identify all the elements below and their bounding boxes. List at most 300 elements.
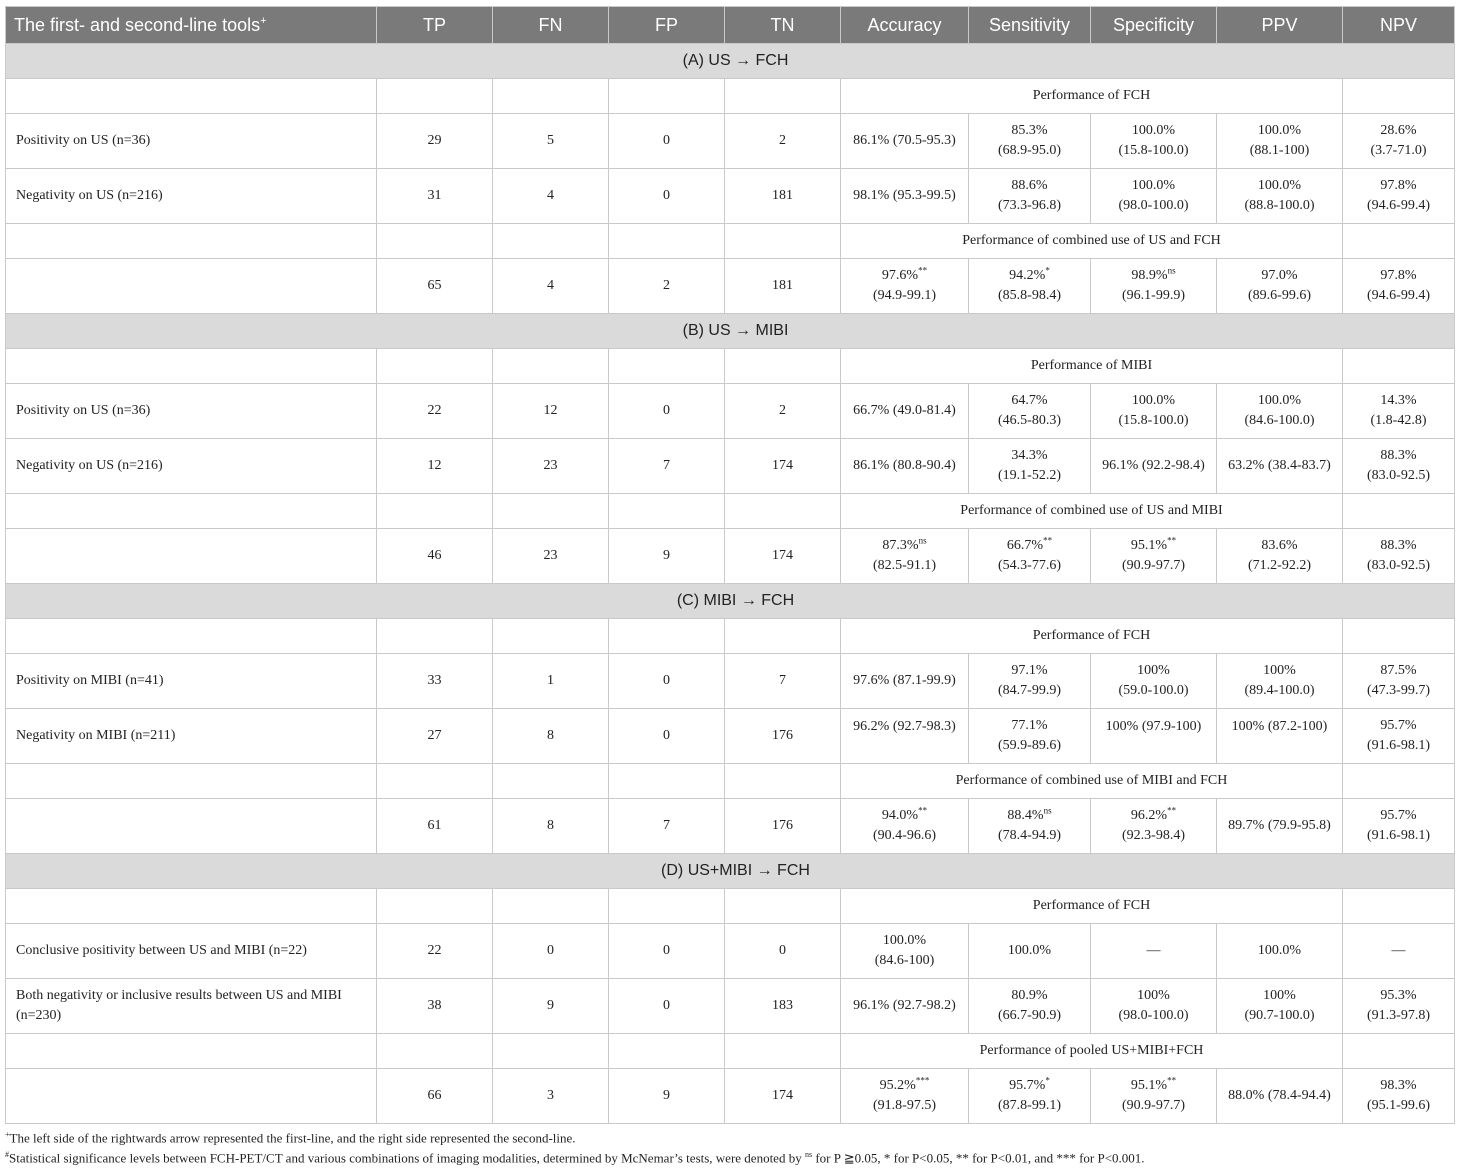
cell-text: (94.6-99.4) — [1367, 198, 1430, 213]
cell-text: (84.6-100.0) — [1244, 413, 1315, 428]
cell-text: (89.6-99.6) — [1248, 288, 1311, 303]
cell-sens — [969, 654, 1091, 709]
cell-text: 86.1% (80.8-90.4) — [853, 458, 956, 473]
cell-text: (91.3-97.8) — [1367, 1008, 1430, 1023]
cell-text: 96.1% (92.7-98.2) — [853, 998, 956, 1013]
cell-text: 100.0% — [1007, 943, 1052, 958]
cell-tp: 22 — [377, 924, 493, 979]
cell-value — [1219, 456, 1340, 476]
cell-npv — [1343, 259, 1455, 314]
empty-cell — [1343, 349, 1455, 384]
empty-cell — [1343, 889, 1455, 924]
empty-cell — [377, 494, 493, 529]
cell-acc — [841, 709, 969, 764]
row-label: Positivity on US (n=36) — [6, 114, 377, 169]
cell-text: (85.8-98.4) — [998, 288, 1061, 303]
cell-ci — [971, 1096, 1088, 1116]
cell-value — [1345, 716, 1452, 736]
cell-ci — [1219, 196, 1340, 216]
cell-value — [843, 1076, 966, 1096]
row-label: Positivity on US (n=36) — [6, 384, 377, 439]
cell-fn: 23 — [493, 439, 609, 494]
performance-label: Performance of combined use of US and FCH — [841, 224, 1343, 259]
significance-mark: *** — [915, 1075, 930, 1086]
cell-sens — [969, 169, 1091, 224]
performance-label: Performance of FCH — [841, 889, 1343, 924]
empty-cell — [725, 349, 841, 384]
empty-cell — [493, 764, 609, 799]
cell-text: (71.2-92.2) — [1248, 558, 1311, 573]
table-row — [6, 709, 1455, 764]
cell-npv — [1343, 169, 1455, 224]
cell-text: 100% — [1263, 663, 1296, 678]
cell-text: (90.9-97.7) — [1122, 558, 1185, 573]
cell-fp: 0 — [609, 979, 725, 1034]
cell-value — [1093, 717, 1214, 737]
significance-mark: ** — [1167, 535, 1177, 546]
cell-text: 88.4% — [1007, 808, 1044, 823]
section-row — [6, 854, 1455, 889]
cell-text: (73.3-96.8) — [998, 198, 1061, 213]
significance-mark: ** — [1167, 805, 1177, 816]
cell-text: (68.9-95.0) — [998, 143, 1061, 158]
cell-fn: 1 — [493, 654, 609, 709]
cell-value — [971, 1076, 1088, 1096]
cell-tp: 61 — [377, 799, 493, 854]
cell-ci — [843, 826, 966, 846]
empty-cell — [609, 494, 725, 529]
empty-cell — [377, 619, 493, 654]
cell-value — [1093, 986, 1214, 1006]
cell-acc — [841, 169, 969, 224]
subheader-row — [6, 494, 1455, 529]
empty-cell — [725, 889, 841, 924]
header-tp: TP — [377, 7, 493, 44]
cell-text: (87.8-99.1) — [998, 1098, 1061, 1113]
cell-ci — [1219, 286, 1340, 306]
empty-cell — [609, 79, 725, 114]
cell-acc — [841, 259, 969, 314]
empty-cell — [377, 1034, 493, 1069]
empty-cell — [6, 224, 377, 259]
cell-value — [843, 401, 966, 421]
empty-cell — [493, 889, 609, 924]
cell-fp: 9 — [609, 1069, 725, 1124]
cell-value — [843, 536, 966, 556]
significance-mark: ** — [1043, 535, 1053, 546]
cell-text: 100.0% — [1257, 393, 1302, 408]
cell-text: (96.1-99.9) — [1122, 288, 1185, 303]
cell-value — [1093, 536, 1214, 556]
cell-value — [971, 391, 1088, 411]
cell-npv — [1343, 529, 1455, 584]
cell-value — [1345, 266, 1452, 286]
cell-value — [1219, 661, 1340, 681]
cell-ci — [971, 1006, 1088, 1026]
cell-value — [971, 986, 1088, 1006]
cell-acc — [841, 799, 969, 854]
cell-value — [1093, 806, 1214, 826]
cell-value — [843, 717, 966, 737]
cell-value — [1345, 986, 1452, 1006]
cell-text: 100.0% — [1257, 178, 1302, 193]
table-row — [6, 114, 1455, 169]
significance-mark: ** — [918, 265, 928, 276]
cell-ci — [1093, 556, 1214, 576]
table-row — [6, 529, 1455, 584]
empty-cell — [1343, 79, 1455, 114]
cell-ci — [1345, 556, 1452, 576]
cell-npv — [1343, 799, 1455, 854]
cell-text: (1.8-42.8) — [1370, 413, 1427, 428]
empty-cell — [609, 764, 725, 799]
table-row — [6, 654, 1455, 709]
cell-text: — — [1391, 943, 1406, 958]
cell-ci — [971, 411, 1088, 431]
cell-fn: 5 — [493, 114, 609, 169]
cell-text: (91.6-98.1) — [1367, 828, 1430, 843]
cell-npv — [1343, 709, 1455, 764]
cell-fn: 8 — [493, 799, 609, 854]
cell-tp: 27 — [377, 709, 493, 764]
cell-ci — [971, 556, 1088, 576]
cell-text: (90.7-100.0) — [1244, 1008, 1315, 1023]
cell-text: 100% — [1137, 663, 1170, 678]
cell-acc — [841, 384, 969, 439]
empty-cell — [6, 79, 377, 114]
cell-value — [971, 941, 1088, 961]
empty-cell — [377, 224, 493, 259]
empty-cell — [6, 889, 377, 924]
cell-ci — [971, 286, 1088, 306]
header-npv: NPV — [1343, 7, 1455, 44]
cell-value — [843, 931, 966, 951]
cell-text: 97.6% — [881, 268, 919, 283]
cell-tn: 174 — [725, 1069, 841, 1124]
significance-mark: * — [1045, 265, 1050, 276]
cell-ppv — [1217, 169, 1343, 224]
cell-ci — [971, 141, 1088, 161]
row-label: Negativity on US (n=216) — [6, 169, 377, 224]
cell-value — [1345, 176, 1452, 196]
cell-text: 98.1% (95.3-99.5) — [853, 188, 956, 203]
header-ppv: PPV — [1217, 7, 1343, 44]
cell-text: (91.8-97.5) — [873, 1098, 936, 1113]
subheader-row — [6, 619, 1455, 654]
cell-value — [1345, 446, 1452, 466]
cell-text: 97.8% — [1380, 178, 1417, 193]
cell-value — [971, 121, 1088, 141]
cell-text: (90.9-97.7) — [1122, 1098, 1185, 1113]
cell-sens — [969, 529, 1091, 584]
cell-fn: 0 — [493, 924, 609, 979]
cell-spec — [1091, 709, 1217, 764]
cell-ppv — [1217, 1069, 1343, 1124]
row-label: Both negativity or inclusive results between US and MIBI (n=230) — [6, 979, 377, 1034]
cell-text: (90.4-96.6) — [873, 828, 936, 843]
section-row — [6, 314, 1455, 349]
cell-ci — [1345, 681, 1452, 701]
table-row — [6, 1069, 1455, 1124]
table-row — [6, 924, 1455, 979]
cell-spec — [1091, 924, 1217, 979]
cell-ci — [1345, 466, 1452, 486]
empty-cell — [493, 1034, 609, 1069]
cell-ci — [1093, 1096, 1214, 1116]
cell-text: — — [1146, 943, 1161, 958]
cell-text: (59.0-100.0) — [1118, 683, 1189, 698]
cell-text: (83.0-92.5) — [1367, 558, 1430, 573]
cell-text: (94.9-99.1) — [873, 288, 936, 303]
subheader-row — [6, 764, 1455, 799]
cell-ppv — [1217, 529, 1343, 584]
subheader-row — [6, 1034, 1455, 1069]
row-label — [6, 529, 377, 584]
cell-text: (15.8-100.0) — [1118, 143, 1189, 158]
cell-text: (84.6-100) — [874, 953, 935, 968]
cell-text: 95.1% — [1130, 1078, 1168, 1093]
cell-value — [1219, 717, 1340, 737]
cell-text: 88.0% (78.4-94.4) — [1228, 1088, 1331, 1103]
significance-mark: ns — [918, 535, 927, 546]
cell-spec — [1091, 979, 1217, 1034]
cell-value — [1093, 456, 1214, 476]
cell-fp: 2 — [609, 259, 725, 314]
cell-fn: 4 — [493, 259, 609, 314]
cell-text: 14.3% — [1380, 393, 1417, 408]
cell-ppv — [1217, 654, 1343, 709]
cell-value — [1345, 536, 1452, 556]
cell-fn: 9 — [493, 979, 609, 1034]
cell-ci — [971, 466, 1088, 486]
cell-text: 98.3% — [1380, 1078, 1417, 1093]
cell-fn: 3 — [493, 1069, 609, 1124]
cell-text: 100.0% — [1131, 123, 1176, 138]
cell-fp: 7 — [609, 439, 725, 494]
cell-ppv — [1217, 709, 1343, 764]
table-row — [6, 439, 1455, 494]
cell-text: (91.6-98.1) — [1367, 738, 1430, 753]
cell-tn: 174 — [725, 529, 841, 584]
subheader-row — [6, 79, 1455, 114]
cell-fp: 7 — [609, 799, 725, 854]
empty-cell — [377, 79, 493, 114]
cell-ppv — [1217, 924, 1343, 979]
cell-spec — [1091, 439, 1217, 494]
cell-ci — [971, 681, 1088, 701]
cell-text: 97.8% — [1380, 268, 1417, 283]
cell-tp: 46 — [377, 529, 493, 584]
empty-cell — [1343, 494, 1455, 529]
cell-text: 64.7% — [1011, 393, 1048, 408]
cell-value — [1219, 121, 1340, 141]
cell-ppv — [1217, 384, 1343, 439]
empty-cell — [377, 349, 493, 384]
header-sensitivity: Sensitivity — [969, 7, 1091, 44]
cell-text: 100.0% — [1131, 178, 1176, 193]
cell-sens — [969, 709, 1091, 764]
cell-spec — [1091, 259, 1217, 314]
cell-text: 100% — [1137, 988, 1170, 1003]
empty-cell — [6, 349, 377, 384]
cell-value — [1345, 121, 1452, 141]
cell-ci — [843, 951, 966, 971]
empty-cell — [6, 1034, 377, 1069]
cell-tp: 66 — [377, 1069, 493, 1124]
footnote-2: #Statistical significance levels between FCH-PET/CT and various combinations of imaging modalities, determined by McNemar’s tests, were denoted by $^{ns}$ for P ≧0.05, * for P<0.05, ** for P<0.01, and *** for P<0.001. — [5, 1150, 1145, 1166]
cell-text: 95.7% — [1380, 718, 1417, 733]
cell-value — [1093, 176, 1214, 196]
cell-ci — [1219, 141, 1340, 161]
row-label — [6, 259, 377, 314]
cell-value — [843, 266, 966, 286]
cell-value — [843, 806, 966, 826]
cell-text: 96.2% — [1130, 808, 1168, 823]
empty-cell — [493, 79, 609, 114]
cell-text: (19.1-52.2) — [998, 468, 1061, 483]
cell-ci — [1219, 556, 1340, 576]
cell-acc — [841, 979, 969, 1034]
cell-ci — [1093, 411, 1214, 431]
cell-text: 100% (87.2-100) — [1231, 719, 1328, 734]
cell-text: 100.0% — [1257, 123, 1302, 138]
cell-fp: 0 — [609, 709, 725, 764]
cell-ci — [1093, 286, 1214, 306]
empty-cell — [1343, 224, 1455, 259]
section-title: (B) US → MIBI — [6, 314, 1455, 349]
cell-value — [971, 661, 1088, 681]
empty-cell — [493, 494, 609, 529]
table-row — [6, 979, 1455, 1034]
cell-ci — [1345, 826, 1452, 846]
cell-ci — [843, 556, 966, 576]
header-fn: FN — [493, 7, 609, 44]
cell-value — [971, 266, 1088, 286]
cell-acc — [841, 924, 969, 979]
empty-cell — [6, 764, 377, 799]
cell-text: (88.8-100.0) — [1244, 198, 1315, 213]
cell-ci — [843, 286, 966, 306]
table-row — [6, 799, 1455, 854]
cell-sens — [969, 114, 1091, 169]
cell-value — [1219, 816, 1340, 836]
empty-cell — [493, 224, 609, 259]
cell-value — [1345, 391, 1452, 411]
cell-text: 100.0% — [882, 933, 927, 948]
cell-ci — [1345, 1006, 1452, 1026]
significance-mark: ** — [918, 805, 928, 816]
row-label: Positivity on MIBI (n=41) — [6, 654, 377, 709]
section-row — [6, 584, 1455, 619]
cell-value — [971, 716, 1088, 736]
cell-text: (47.3-99.7) — [1367, 683, 1430, 698]
cell-spec — [1091, 1069, 1217, 1124]
empty-cell — [377, 764, 493, 799]
cell-fp: 0 — [609, 114, 725, 169]
cell-value — [843, 456, 966, 476]
cell-npv — [1343, 924, 1455, 979]
cell-text: 95.3% — [1380, 988, 1417, 1003]
cell-text: (84.7-99.9) — [998, 683, 1061, 698]
cell-tn: 176 — [725, 799, 841, 854]
cell-text: 28.6% — [1380, 123, 1417, 138]
header-tn: TN — [725, 7, 841, 44]
row-label — [6, 799, 377, 854]
cell-spec — [1091, 529, 1217, 584]
cell-value — [1345, 941, 1452, 961]
empty-cell — [725, 224, 841, 259]
cell-ci — [1219, 1006, 1340, 1026]
cell-npv — [1343, 439, 1455, 494]
cell-value — [843, 671, 966, 691]
header-row — [6, 7, 1455, 44]
cell-sens — [969, 1069, 1091, 1124]
cell-value — [971, 446, 1088, 466]
cell-ci — [1345, 1096, 1452, 1116]
cell-tp: 22 — [377, 384, 493, 439]
cell-spec — [1091, 114, 1217, 169]
cell-fp: 0 — [609, 169, 725, 224]
section-title: (C) MIBI → FCH — [6, 584, 1455, 619]
cell-tp: 38 — [377, 979, 493, 1034]
header-tools: The first- and second-line tools+ — [6, 7, 377, 44]
cell-text: (82.5-91.1) — [873, 558, 936, 573]
cell-sens — [969, 924, 1091, 979]
cell-text: 66.7% — [1006, 538, 1044, 553]
significance-mark: ** — [1167, 1075, 1177, 1086]
subheader-row — [6, 224, 1455, 259]
cell-text: 95.2% — [879, 1078, 916, 1093]
empty-cell — [493, 349, 609, 384]
cell-text: (89.4-100.0) — [1244, 683, 1315, 698]
cell-value — [843, 131, 966, 151]
cell-acc — [841, 1069, 969, 1124]
cell-tn: 176 — [725, 709, 841, 764]
cell-ci — [843, 1096, 966, 1116]
cell-value — [1345, 806, 1452, 826]
cell-ci — [1093, 826, 1214, 846]
table-row — [6, 259, 1455, 314]
cell-text: (15.8-100.0) — [1118, 413, 1189, 428]
cell-value — [1093, 1076, 1214, 1096]
cell-fn: 23 — [493, 529, 609, 584]
cell-fp: 0 — [609, 384, 725, 439]
cell-ci — [1093, 1006, 1214, 1026]
cell-tn: 181 — [725, 259, 841, 314]
cell-text: 83.6% — [1261, 538, 1298, 553]
cell-value — [1345, 1076, 1452, 1096]
cell-text: 95.7% — [1009, 1078, 1046, 1093]
cell-spec — [1091, 654, 1217, 709]
cell-text: (98.0-100.0) — [1118, 198, 1189, 213]
empty-cell — [725, 619, 841, 654]
cell-sens — [969, 384, 1091, 439]
cell-fp: 0 — [609, 924, 725, 979]
cell-value — [1219, 986, 1340, 1006]
cell-ppv — [1217, 979, 1343, 1034]
cell-text: (78.4-94.9) — [998, 828, 1061, 843]
cell-value — [1093, 391, 1214, 411]
cell-text: 80.9% — [1011, 988, 1048, 1003]
cell-ppv — [1217, 259, 1343, 314]
cell-text: (46.5-80.3) — [998, 413, 1061, 428]
cell-text: 100.0% — [1131, 393, 1176, 408]
empty-cell — [725, 79, 841, 114]
cell-ci — [1219, 681, 1340, 701]
cell-text: 96.2% (92.7-98.3) — [853, 719, 956, 734]
cell-text: 94.2% — [1009, 268, 1046, 283]
cell-tp: 12 — [377, 439, 493, 494]
